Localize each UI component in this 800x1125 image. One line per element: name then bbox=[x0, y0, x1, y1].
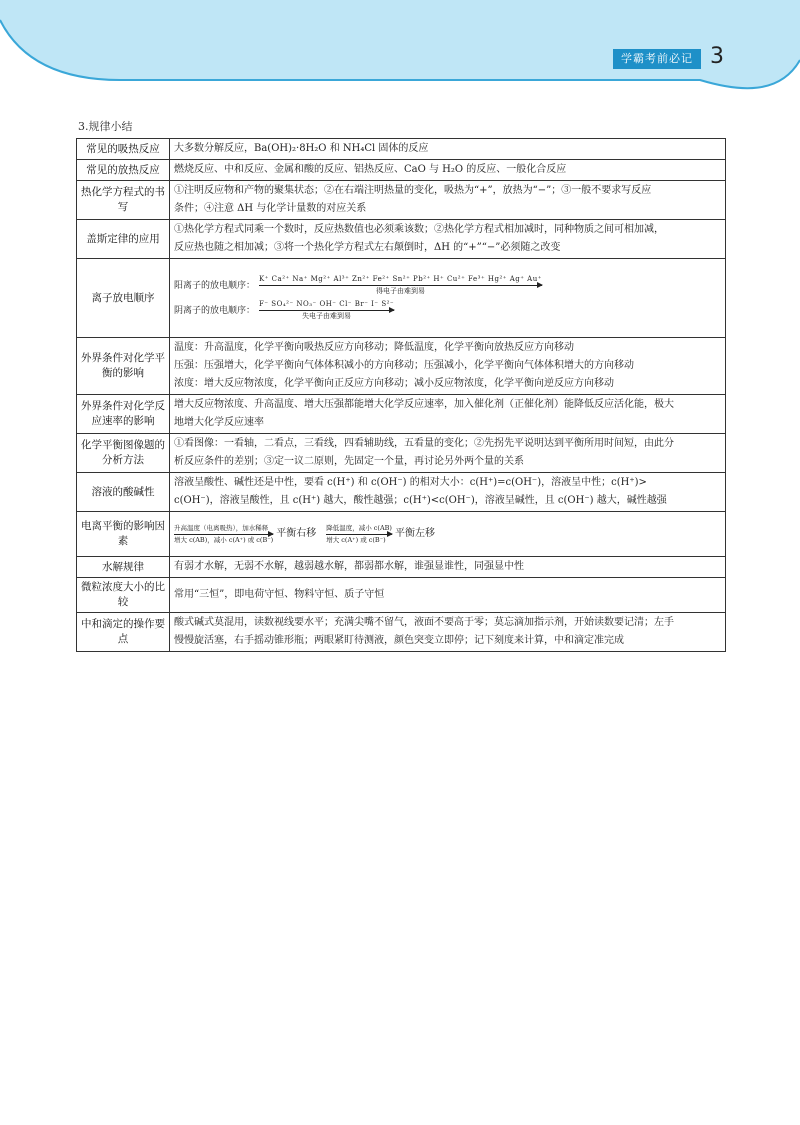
ionization-diagram bbox=[174, 524, 721, 545]
content-line: 增大反应物浓度、升高温度、增大压强都能增大化学反应速率，加入催化剂（正催化剂）能降低反应活化能，极大 bbox=[174, 399, 674, 410]
anion-order bbox=[174, 300, 721, 321]
table-row bbox=[77, 259, 726, 338]
cation-ions: K⁺ Ca²⁺ Na⁺ Mg²⁺ Al³⁺ Zn²⁺ Fe²⁺ Sn²⁺ Pb²⁺ H⁺ Cu²⁺ Fe³⁺ Hg²⁺ Ag⁺ Au⁺ bbox=[259, 275, 542, 283]
anion-note: 失电子由难到易 bbox=[302, 312, 352, 320]
content-line: ①注明反应物和产物的聚集状态；②在右端注明热量的变化，吸热为“+”，放热为“−”；③一般不要求写反应 bbox=[174, 185, 652, 196]
cation-note: 得电子由难到易 bbox=[375, 287, 425, 295]
cation-sequence bbox=[259, 275, 542, 296]
row-content bbox=[170, 220, 726, 259]
table-row bbox=[77, 338, 726, 395]
content-line: 温度：升高温度，化学平衡向吸热反应方向移动；降低温度，化学平衡向放热反应方向移动 bbox=[174, 342, 574, 353]
table-row bbox=[77, 473, 726, 512]
row-name: 微粒浓度大小的比较 bbox=[77, 578, 170, 613]
row-content bbox=[170, 338, 726, 395]
forward-result: 平衡右移 bbox=[276, 528, 317, 539]
row-name: 中和滴定的操作要点 bbox=[77, 613, 170, 652]
forward-arrow bbox=[174, 524, 273, 545]
content-line: 溶液呈酸性、碱性还是中性，要看 c(H⁺) 和 c(OH⁻) 的相对大小：c(H⁺)=c(OH⁻)，溶液呈中性；c(H⁺)> bbox=[174, 477, 647, 488]
row-name: 化学平衡图像题的分析方法 bbox=[77, 434, 170, 473]
row-name: 溶液的酸碱性 bbox=[77, 473, 170, 512]
backward-shift bbox=[326, 524, 435, 545]
forward-shift bbox=[174, 524, 316, 545]
backward-condition-top: 降低温度，减小 c(AB) bbox=[326, 523, 392, 532]
row-name: 电离平衡的影响因素 bbox=[77, 512, 170, 557]
row-content bbox=[170, 434, 726, 473]
content-line: 有弱才水解，无弱不水解，越弱越水解，都弱都水解，谁强显谁性，同强显中性 bbox=[174, 561, 524, 572]
header-tag: 学霸考前必记 bbox=[613, 49, 701, 69]
row-content bbox=[170, 259, 726, 338]
section-title: 3.规律小结 bbox=[78, 120, 133, 133]
forward-condition-top: 升高温度（电离吸热），加水稀释 bbox=[174, 523, 269, 532]
right-arrow-icon bbox=[259, 310, 394, 311]
row-name: 热化学方程式的书写 bbox=[77, 181, 170, 220]
content-line: ①看图像：一看轴，二看点，三看线，四看辅助线，五看量的变化；②先拐先平说明达到平衡所用时间短，由此分 bbox=[174, 438, 674, 449]
content-line: 条件；④注意 ΔH 与化学计量数的对应关系 bbox=[174, 203, 367, 214]
table-row bbox=[77, 220, 726, 259]
row-name: 水解规律 bbox=[77, 557, 170, 578]
forward-condition-bottom: 增大 c(AB)，减小 c(A⁺) 或 c(B⁻) bbox=[174, 535, 274, 544]
row-name: 外界条件对化学反应速率的影响 bbox=[77, 395, 170, 434]
page-number: 3 bbox=[710, 44, 724, 69]
table-row bbox=[77, 395, 726, 434]
table-row bbox=[77, 578, 726, 613]
content-line: 酸式碱式莫混用，读数视线要水平；充满尖嘴不留气，液面不要高于零；莫忘滴加指示剂，开始读数要记清；左手 bbox=[174, 617, 674, 628]
row-name: 常见的吸热反应 bbox=[77, 139, 170, 160]
anion-ions: F⁻ SO₄²⁻ NO₃⁻ OH⁻ Cl⁻ Br⁻ I⁻ S²⁻ bbox=[259, 300, 395, 308]
row-name: 离子放电顺序 bbox=[77, 259, 170, 338]
row-name: 常见的放热反应 bbox=[77, 160, 170, 181]
content-line: 压强：压强增大，化学平衡向气体体积减小的方向移动；压强减小，化学平衡向气体体积增大的方向移动 bbox=[174, 360, 634, 371]
table-row bbox=[77, 557, 726, 578]
right-arrow-icon bbox=[259, 285, 542, 286]
cation-label: 阳离子的放电顺序： bbox=[174, 280, 256, 291]
right-arrow-icon bbox=[326, 534, 392, 535]
row-content bbox=[170, 557, 726, 578]
table-row bbox=[77, 181, 726, 220]
row-content bbox=[170, 395, 726, 434]
summary-table bbox=[76, 138, 726, 652]
row-content bbox=[170, 512, 726, 557]
content-line: 反应热也随之相加减；③将一个热化学方程式左右颠倒时，ΔH 的“+”“−”必须随之改变 bbox=[174, 242, 561, 253]
backward-condition-bottom: 增大 c(A⁺) 或 c(B⁻) bbox=[326, 535, 386, 544]
row-content bbox=[170, 613, 726, 652]
content-line: c(OH⁻)，溶液呈酸性，且 c(H⁺) 越大，酸性越强；c(H⁺)<c(OH⁻)，溶液呈碱性，且 c(OH⁻) 越大，碱性越强 bbox=[174, 495, 667, 506]
content-line: 慢慢旋活塞，右手摇动锥形瓶；两眼紧盯待测液，颜色突变立即停；记下刻度来计算，中和滴定准完成 bbox=[174, 635, 624, 646]
table-row bbox=[77, 139, 726, 160]
backward-result: 平衡左移 bbox=[394, 528, 435, 539]
content-line: 地增大化学反应速率 bbox=[174, 417, 264, 428]
content-line: ①热化学方程式同乘一个数时，反应热数值也必须乘该数；②热化学方程式相加减时，同种物质之间可相加减， bbox=[174, 224, 664, 235]
table-row bbox=[77, 512, 726, 557]
content-line: 常用“三恒”，即电荷守恒、物料守恒、质子守恒 bbox=[174, 589, 385, 600]
anion-sequence bbox=[259, 300, 394, 321]
content-line: 燃烧反应、中和反应、金属和酸的反应、铝热反应、CaO 与 H₂O 的反应、一般化合反应 bbox=[174, 164, 567, 175]
row-name: 盖斯定律的应用 bbox=[77, 220, 170, 259]
row-content bbox=[170, 473, 726, 512]
row-content bbox=[170, 181, 726, 220]
row-content bbox=[170, 139, 726, 160]
backward-arrow bbox=[326, 524, 392, 545]
content-line: 析反应条件的差别；③定一议二原则，先固定一个量，再讨论另外两个量的关系 bbox=[174, 456, 524, 467]
row-name: 外界条件对化学平衡的影响 bbox=[77, 338, 170, 395]
content-line: 大多数分解反应，Ba(OH)₂·8H₂O 和 NH₄Cl 固体的反应 bbox=[174, 143, 429, 154]
table-row bbox=[77, 160, 726, 181]
row-content bbox=[170, 578, 726, 613]
right-arrow-icon bbox=[174, 534, 273, 535]
table-row bbox=[77, 613, 726, 652]
anion-label: 阴离子的放电顺序： bbox=[174, 305, 256, 316]
content-line: 浓度：增大反应物浓度，化学平衡向正反应方向移动；减小反应物浓度，化学平衡向逆反应方向移动 bbox=[174, 378, 614, 389]
cation-order bbox=[174, 275, 721, 296]
row-content bbox=[170, 160, 726, 181]
table-row bbox=[77, 434, 726, 473]
